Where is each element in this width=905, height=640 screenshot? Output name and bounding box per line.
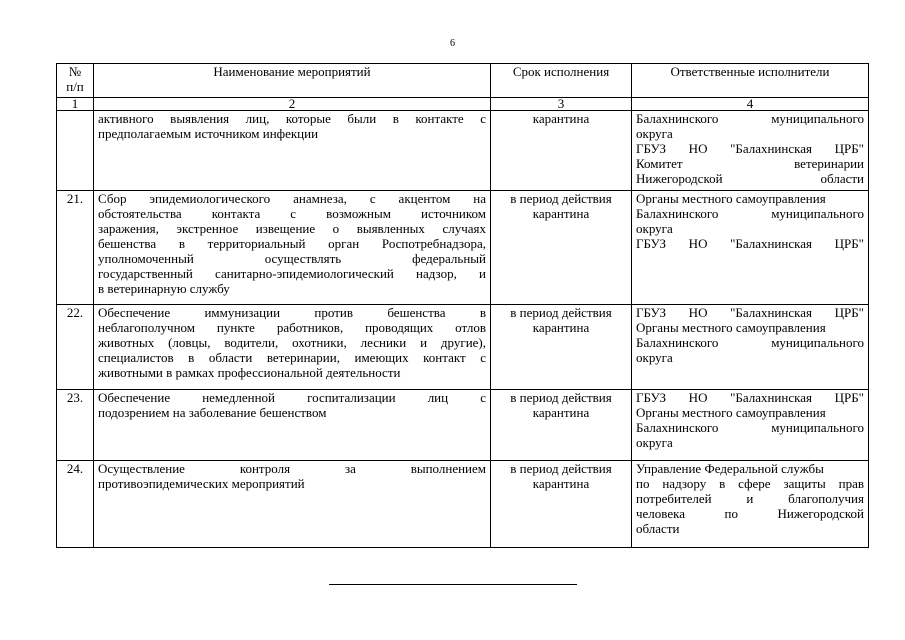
responsible-executors-line: Комитет ветеринарии [636, 156, 864, 171]
responsible-executors-line: ГБУЗ НО "Балахнинская ЦРБ" [636, 305, 864, 320]
responsible-executors-line: округа [636, 435, 673, 450]
deadline [491, 191, 632, 305]
deadline [491, 390, 632, 461]
responsible-executors-line: области [636, 521, 680, 536]
header-deadline: Срок исполнения [491, 64, 632, 98]
deadline-line: карантина [532, 405, 590, 420]
column-number: 1 [57, 98, 94, 111]
row-number [57, 111, 94, 191]
measure-description-line: государственный санитарно-эпидемиологический надзор, и [98, 266, 486, 281]
measure-description [94, 461, 491, 548]
responsible-executors-line: по надзору в сфере защиты прав [636, 476, 864, 491]
deadline-line: в период действия [510, 305, 612, 320]
measure-description-line: Обеспечение иммунизации против бешенства в [98, 305, 486, 320]
responsible-executors-line: человека по Нижегородской [636, 506, 864, 521]
responsible-executors-line: Органы местного самоуправления [636, 320, 826, 335]
measure-description-line: Обеспечение немедленной госпитализации лиц с [98, 390, 486, 405]
responsible-executors-line: Органы местного самоуправления [636, 191, 826, 206]
table-row [57, 111, 869, 191]
responsible-executors-line: Органы местного самоуправления [636, 405, 826, 420]
column-number: 2 [94, 98, 491, 111]
header-number-line: № [68, 64, 82, 79]
column-numbers-row [57, 98, 869, 111]
table-row [57, 305, 869, 390]
measure-description-line: неблагополучном пункте работников, проводящих отлов [98, 320, 486, 335]
responsible-executors-line: округа [636, 350, 673, 365]
measure-description-line: активного выявления лиц, которые были в контакте с [98, 111, 486, 126]
measure-description [94, 305, 491, 390]
measure-description-line: уполномоченный осуществлять федеральный [98, 251, 486, 266]
measure-description [94, 111, 491, 191]
measure-description-line: специалистов в области ветеринарии, имеющих контакт с [98, 350, 486, 365]
column-number: 4 [632, 98, 869, 111]
responsible-executors [632, 305, 869, 390]
table-row [57, 461, 869, 548]
measure-description-line: предполагаемым источником инфекции [98, 126, 319, 141]
responsible-executors [632, 390, 869, 461]
responsible-executors-line: ГБУЗ НО "Балахнинская ЦРБ" [636, 141, 864, 156]
header-number-line: п/п [66, 79, 84, 94]
responsible-executors-line: округа [636, 221, 673, 236]
responsible-executors-line: потребителей и благополучия [636, 491, 864, 506]
deadline [491, 111, 632, 191]
measure-description-line: бешенства в территориальный орган Роспотребнадзора, [98, 236, 486, 251]
deadline-line: в период действия [510, 461, 612, 476]
responsible-executors-line: ГБУЗ НО "Балахнинская ЦРБ" [636, 236, 864, 251]
deadline-line: карантина [532, 111, 590, 126]
deadline-line: в период действия [510, 191, 612, 206]
responsible-executors-line: ГБУЗ НО "Балахнинская ЦРБ" [636, 390, 864, 405]
measure-description-line: в ветеринарную службу [98, 281, 230, 296]
measure-description [94, 390, 491, 461]
deadline [491, 305, 632, 390]
bottom-rule [329, 584, 577, 585]
measure-description-line: подозрением на заболевание бешенством [98, 405, 327, 420]
row-number: 22. [57, 305, 94, 390]
row-number: 23. [57, 390, 94, 461]
responsible-executors [632, 111, 869, 191]
measure-description-line: обстоятельства контакта с возможным источником [98, 206, 486, 221]
header-measure-name: Наименование мероприятий [94, 64, 491, 98]
header-number [57, 64, 94, 98]
row-number: 24. [57, 461, 94, 548]
deadline-line: карантина [532, 320, 590, 335]
header-responsible: Ответственные исполнители [632, 64, 869, 98]
deadline-line: карантина [532, 206, 590, 221]
measure-description-line: заражения, экстренное извещение о выявленных случаях [98, 221, 486, 236]
deadline [491, 461, 632, 548]
measure-description [94, 191, 491, 305]
table-row [57, 191, 869, 305]
measure-description-line: Осуществление контроля за выполнением [98, 461, 486, 476]
responsible-executors-line: Балахнинского муниципального [636, 335, 864, 350]
deadline-line: карантина [532, 476, 590, 491]
responsible-executors [632, 191, 869, 305]
responsible-executors-line: Балахнинского муниципального [636, 206, 864, 221]
column-number: 3 [491, 98, 632, 111]
measure-description-line: Сбор эпидемиологического анамнеза, с акцентом на [98, 191, 486, 206]
table-row [57, 390, 869, 461]
measure-description-line: противоэпидемических мероприятий [98, 476, 305, 491]
table-header-row [57, 64, 869, 98]
responsible-executors-line: Балахнинского муниципального [636, 420, 864, 435]
responsible-executors [632, 461, 869, 548]
measure-description-line: животных (ловцы, водители, охотники, лесники и другие), [98, 335, 486, 350]
measure-description-line: животными в рамках профессиональной деятельности [98, 365, 401, 380]
measures-table [56, 63, 869, 548]
row-number: 21. [57, 191, 94, 305]
responsible-executors-line: Нижегородской области [636, 171, 864, 186]
page-number: 6 [450, 38, 455, 49]
responsible-executors-line: Балахнинского муниципального [636, 111, 864, 126]
responsible-executors-line: Управление Федеральной службы [636, 461, 824, 476]
responsible-executors-line: округа [636, 126, 673, 141]
deadline-line: в период действия [510, 390, 612, 405]
